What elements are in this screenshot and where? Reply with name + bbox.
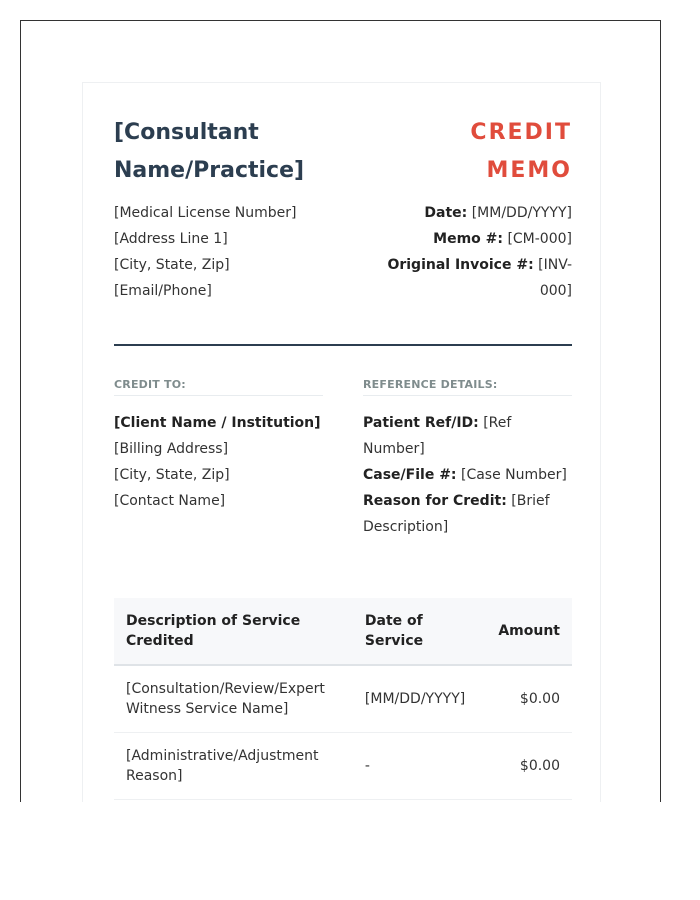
header-divider [114, 344, 572, 346]
consultant-details [114, 200, 296, 304]
address-line-1: [Address Line 1] [114, 231, 228, 247]
reference-details [363, 410, 572, 540]
header-amount: Amount [486, 598, 572, 665]
reference-details-section [363, 378, 572, 540]
header-date: Date of Service [353, 598, 486, 665]
table-header-row [114, 598, 572, 665]
reference-details-label: REFERENCE DETAILS: [363, 378, 572, 396]
client-city-state-zip: [City, State, Zip] [114, 467, 230, 483]
original-invoice-label: Original Invoice #: [387, 257, 534, 273]
credit-to-details [114, 410, 323, 514]
consultant-city-state-zip: [City, State, Zip] [114, 257, 230, 273]
client-name: [Client Name / Institution] [114, 415, 321, 431]
credit-to-label: CREDIT TO: [114, 378, 323, 396]
license-number: [Medical License Number] [114, 205, 297, 221]
memo-date [372, 200, 572, 226]
credit-to-section [114, 378, 323, 514]
memo-number-value: [CM-000] [507, 231, 572, 247]
memo-number [372, 226, 572, 252]
row-date: [MM/DD/YYYY] [353, 665, 486, 733]
consultant-contact: [Email/Phone] [114, 283, 212, 299]
credit-reason-label: Reason for Credit: [363, 493, 507, 509]
table-row [114, 733, 572, 800]
billing-address: [Billing Address] [114, 441, 229, 457]
row-amount: $0.00 [486, 733, 572, 800]
patient-ref-label: Patient Ref/ID: [363, 415, 479, 431]
consultant-name: [Consultant Name/Practice] [114, 120, 305, 183]
row-description: [Consultation/Review/Expert Witness Service Name] [114, 665, 353, 733]
patient-ref [363, 410, 572, 462]
row-description: [Administrative/Adjustment Reason] [114, 733, 353, 800]
credit-reason [363, 488, 572, 540]
credit-memo-document [82, 82, 601, 802]
client-contact-name: [Contact Name] [114, 493, 226, 509]
document-content [114, 114, 572, 784]
row-date: - [353, 733, 486, 800]
memo-title: CREDIT MEMO [470, 120, 572, 183]
row-amount: $0.00 [486, 665, 572, 733]
original-invoice-value: [INV-000] [538, 257, 572, 299]
memo-date-value: [MM/DD/YYYY] [471, 205, 572, 221]
memo-number-label: Memo #: [433, 231, 503, 247]
table-row [114, 665, 572, 733]
credit-reason-value: [Brief Description] [363, 493, 550, 535]
case-file [363, 462, 572, 488]
case-file-label: Case/File #: [363, 467, 457, 483]
original-invoice [372, 252, 572, 304]
header-description: Description of Service Credited [114, 598, 353, 665]
patient-ref-value: [Ref Number] [363, 415, 512, 457]
page-frame [20, 20, 661, 802]
case-file-value: [Case Number] [460, 467, 567, 483]
document-header [114, 114, 572, 319]
memo-meta [372, 200, 572, 304]
memo-date-label: Date: [424, 205, 468, 221]
credited-services-table [114, 598, 572, 800]
